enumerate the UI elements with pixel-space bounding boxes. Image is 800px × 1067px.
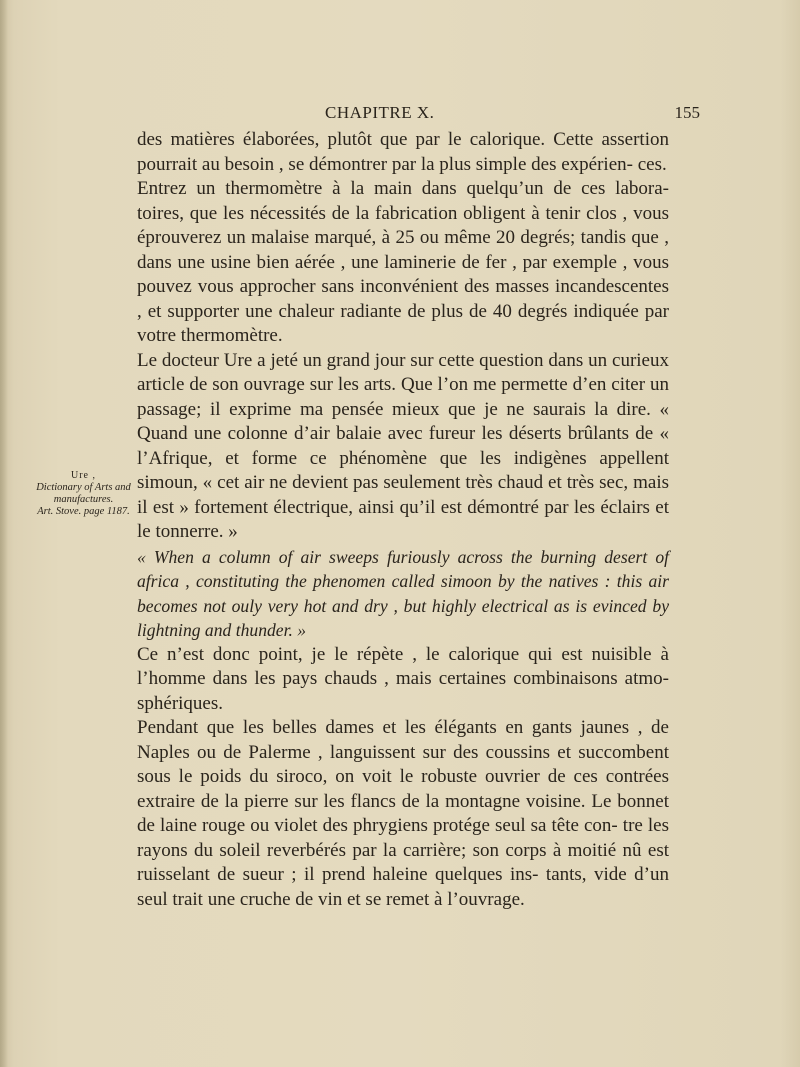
paragraph: Entrez un thermomètre à la main dans quelqu’un de ces labora- toires, que les nécessités de la fabrication obligent à tenir clos , vous éprouverez un malaise marqué, à 25 ou même 20 degrés; tandis que , dans une usine bien aérée , une laminerie de fer , par exemple , vous pouvez vous approcher sans inconvénient des masses incandescentes , et supporter une chaleur radiante de plus de 40 degrés indiquée par votre thermomètre. [137,178,669,346]
body-text [137,128,669,912]
margin-note-line: Dictionary of Arts and [36,482,131,493]
margin-note-line: Art. Stove. page 1187. [37,506,130,517]
page-edge-shadow [0,0,8,1067]
paragraph: des matières élaborées, plutôt que par le calorique. Cette assertion pourrait au besoin , se démontrer par la plus simple des expérien- ces. [137,129,669,175]
english-quote: « When a column of air sweeps furiously across the burning desert of africa , constituting the phenomen called simoon by the natives : this air becomes not ouly very hot and dry , but highly electrical as is evinced by lightning and thunder. » [137,546,669,640]
margin-note [35,470,132,518]
margin-note-line: manufactures. [53,494,114,505]
page-number: 155 [674,103,700,122]
paragraph: Ce n’est donc point, je le répète , le calorique qui est nuisible à l’homme dans les pays chauds , mais certaines combinaisons atmo- sphériques. [137,643,669,714]
chapter-title: CHAPITRE X. [325,103,435,122]
margin-note-author: Ure , [71,470,96,481]
paragraph: Pendant que les belles dames et les élégants en gants jaunes , de Naples ou de Palerme , languissent sur des coussins et succombent sous le poids du siroco, on voit le robuste ouvrier de ces contrées extraire de la pierre sur les flancs de la montagne voisine. Le bonnet de laine rouge ou violet des phrygiens protége seul sa tête con- tre les rayons du soleil reverbérés par la carrière; son corps à moitié nû est ruisselant de sueur ; il prend haleine quelques ins- tants, vide d’un seul trait une cruche de vin et se remet à l’ouvrage. [137,717,669,910]
paragraph: Le docteur Ure a jeté un grand jour sur cette question dans un curieux article de son ouvrage sur les arts. Que l’on me permette d’en citer un passage; il exprime ma pensée mieux que je ne saurais la dire. « Quand une colonne d’air balaie avec fureur les déserts brûlants de « l’Afrique, et forme ce phénomène que les indigènes appellent simoun, « cet air ne devient pas seulement très chaud et très sec, mais il est » fortement électrique, ainsi qu’il est démontré par les éclairs et le tonnerre. » [137,349,669,542]
running-header [325,103,700,125]
